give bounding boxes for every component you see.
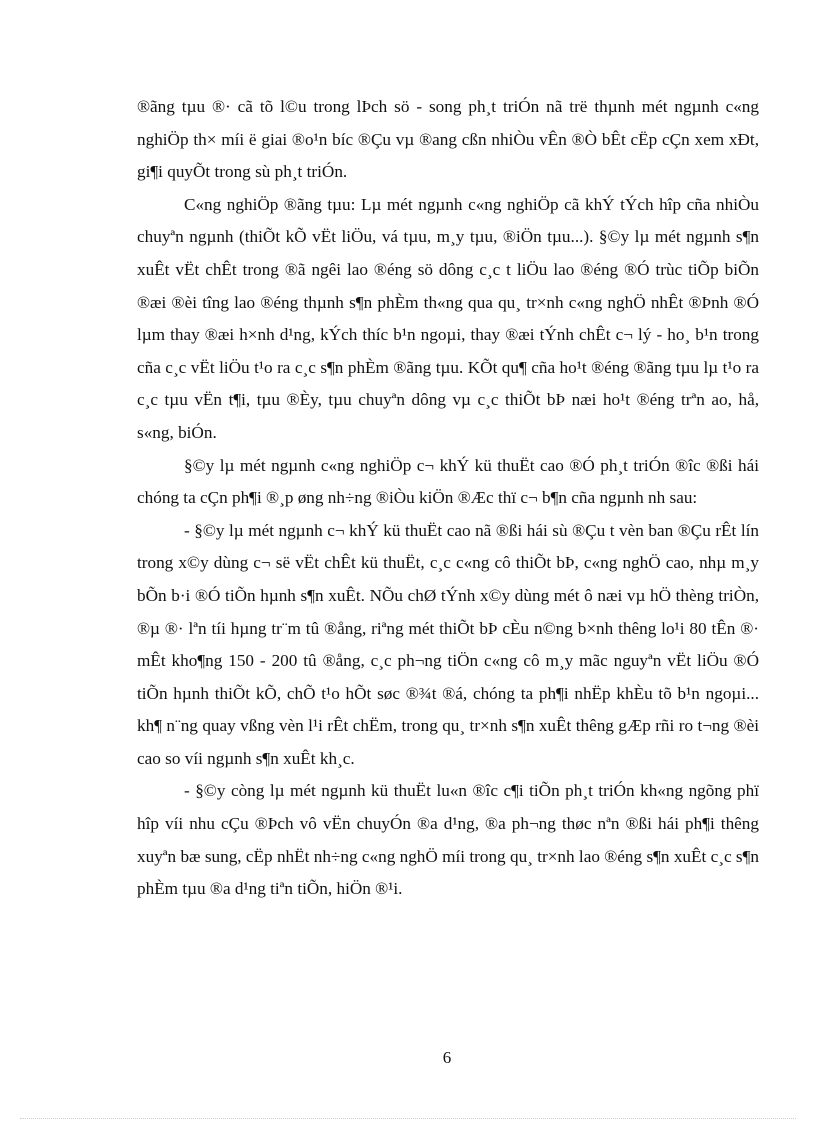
page-number: 6 (442, 1048, 452, 1067)
paragraph-4: - §©y lµ mét ngµnh c¬ khÝ kü thuËt cao nã ®ßi hái sù ®Çu t vèn ban ®Çu rÊt lín trong x©y dùng c¬ së vËt chÊt kü thuËt, c¸c c«ng cô thiÕt bÞ, c«ng nghÖ cao, nhµ m¸y bÕn b·i ®Ó tiÕn hµnh s¶n xuÊt. NÕu chØ tÝnh x©y dùng mét ô næi vµ hÖ thèng triÒn, ®µ ®· lªn tíi hµng tr¨m tû ®ång, riªng mét thiÕt bÞ cÈu n©ng b×nh thêng lo¹i 80 tÊn ®· mÊt kho¶ng 150 - 200 tû ®ång, c¸c ph¬ng tiÖn c«ng cô m¸y mãc nguyªn vËt liÖu ®Ó tiÕn hµnh thiÕt kÕ, chÕ t¹o hÕt søc ®¾t ®á, chóng ta ph¶i nhËp khÈu tõ b¹n ngoµi... kh¶ n¨ng quay vßng vèn l¹i rÊt chËm, trong qu¸ tr×nh s¶n xuÊt thêng gÆp rñi ro t¬ng ®èi cao so víi ngµnh s¶n xuÊt kh¸c. (137, 520, 759, 768)
paragraph-1: ®ãng tµu ®· cã tõ l©u trong lÞch sö - song ph¸t triÓn nã trë thµnh mét ngµnh c«ng nghiÖp th× míi ë giai ®o¹n bíc ®Çu vµ ®ang cßn nhiÒu vÊn ®Ò bÊt cËp cÇn xem xÐt, gi¶i quyÕt trong sù ph¸t triÓn. (137, 97, 759, 182)
paragraph-3: §©y lµ mét ngµnh c«ng nghiÖp c¬ khÝ kü thuËt cao ®Ó ph¸t triÓn ®îc ®ßi hái chóng ta cÇn ph¶i ®¸p øng nh÷ng ®iÒu kiÖn ®Æc thï c¬ b¶n cña ngµnh nh sau: (137, 455, 759, 508)
paragraph-2: C«ng nghiÖp ®ãng tµu: Lµ mét ngµnh c«ng nghiÖp cã khÝ tÝch hîp cña nhiÒu chuyªn ngµnh (thiÕt kÕ vËt liÖu, vá tµu, m¸y tµu, ®iÖn tµu...). §©y lµ mét ngµnh s¶n xuÊt vËt chÊt trong ®ã ngêi lao ®éng sö dông c¸c t liÖu lao ®éng ®Ó trùc tiÕp biÕn ®æi ®èi tîng lao ®éng thµnh s¶n phÈm th«ng qua qu¸ tr×nh c«ng nghÖ nhÊt ®Þnh ®Ó lµm thay ®æi h×nh d¹ng, kÝch thíc b¹n ngoµi, thay ®æi tÝnh chÊt c¬ lý - ho¸ b¹n trong cña c¸c vËt liÖu t¹o ra c¸c s¶n phÈm ®ãng tµu. KÕt qu¶ cña ho¹t ®éng ®ãng tµu lµ t¹o ra c¸c tµu vËn t¶i, tµu ®Èy, tµu chuyªn dông vµ c¸c thiÕt bÞ næi ho¹t ®éng trªn ao, hå, s«ng, biÓn. (137, 194, 759, 442)
body-text (137, 91, 759, 906)
paragraph-5: - §©y còng lµ mét ngµnh kü thuËt lu«n ®îc c¶i tiÕn ph¸t triÓn kh«ng ngõng phï hîp víi nhu cÇu ®Þch vô vËn chuyÓn ®a d¹ng, ®a ph¬ng thøc nªn ®ßi hái ph¶i thêng xuyªn bæ sung, cËp nhËt nh÷ng c«ng nghÖ míi trong qu¸ tr×nh lao ®éng s¶n xuÊt c¸c s¶n phÈm tµu ®a d¹ng tiªn tiÕn, hiÖn ®¹i. (137, 781, 759, 899)
page-bottom-divider (20, 1118, 796, 1119)
